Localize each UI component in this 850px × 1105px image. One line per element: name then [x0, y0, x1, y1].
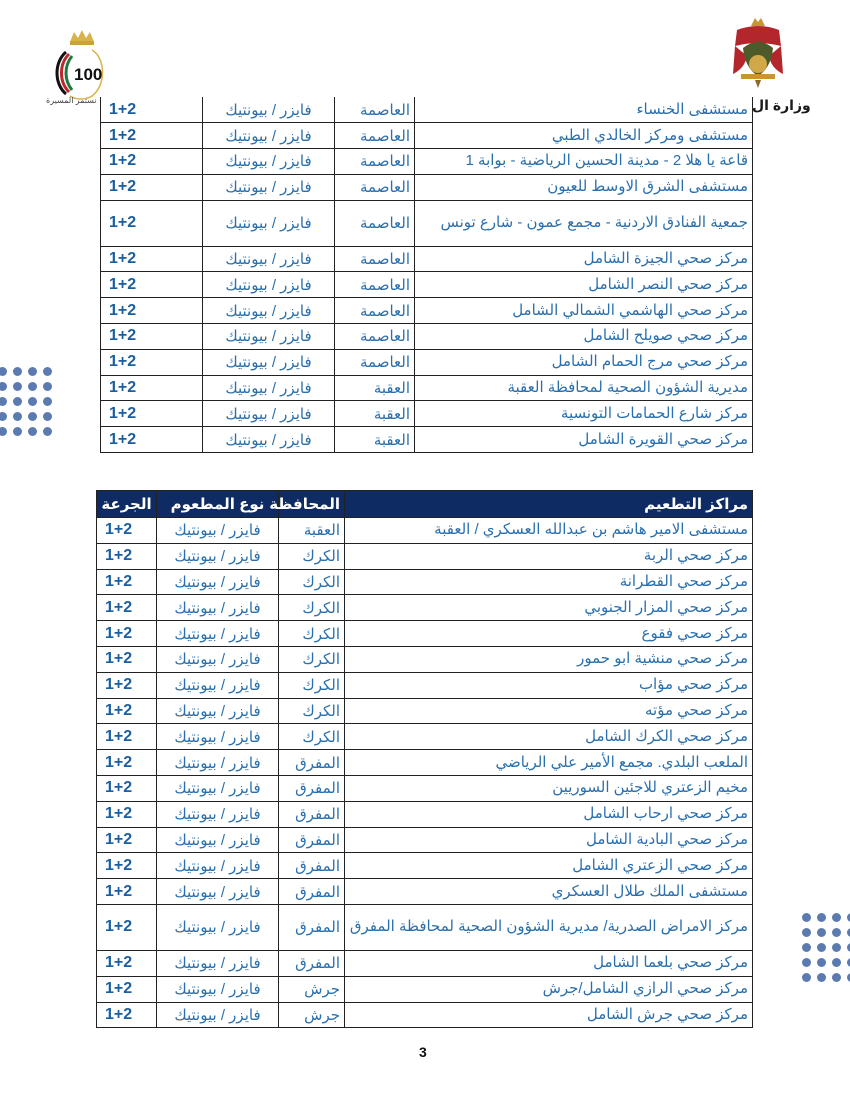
table-row: [97, 595, 753, 621]
governorate-cell: المفرق: [279, 879, 345, 905]
dose-cell: 1+2: [101, 349, 203, 375]
table-row: [101, 149, 753, 175]
center-name-cell: مستشفى الملك طلال العسكري: [345, 879, 753, 905]
governorate-cell: العاصمة: [335, 200, 415, 246]
center-name-cell: مركز صحي الهاشمي الشمالي الشامل: [415, 298, 753, 324]
governorate-cell: المفرق: [279, 775, 345, 801]
table-row: [97, 672, 753, 698]
table-row: [101, 200, 753, 246]
vaccine-type-cell: فايزر / بيونتيك: [203, 324, 335, 350]
vaccine-type-cell: فايزر / بيونتيك: [157, 879, 279, 905]
vaccine-type-cell: فايزر / بيونتيك: [157, 672, 279, 698]
table-row: [101, 246, 753, 272]
table-row: [97, 518, 753, 544]
vaccine-type-cell: فايزر / بيونتيك: [157, 646, 279, 672]
dose-cell: 1+2: [101, 375, 203, 401]
dose-cell: 1+2: [97, 775, 157, 801]
vaccine-type-cell: فايزر / بيونتيك: [157, 595, 279, 621]
table2-body: [97, 518, 753, 1028]
table-row: [97, 698, 753, 724]
center-name-cell: مستشفى الخنساء: [415, 97, 753, 123]
governorate-cell: الكرك: [279, 569, 345, 595]
table-row: [101, 427, 753, 453]
center-name-cell: مركز صحي منشية ابو حمور: [345, 646, 753, 672]
table-header-row: [97, 491, 753, 518]
table-row: [97, 750, 753, 776]
center-name-cell: مركز صحي الكرك الشامل: [345, 724, 753, 750]
dose-cell: 1+2: [101, 200, 203, 246]
jordan-coat-of-arms-logo: [727, 16, 789, 94]
governorate-cell: العاصمة: [335, 298, 415, 324]
table-row: [101, 401, 753, 427]
dose-cell: 1+2: [97, 569, 157, 595]
dose-cell: 1+2: [101, 174, 203, 200]
governorate-cell: المفرق: [279, 827, 345, 853]
dose-cell: 1+2: [97, 672, 157, 698]
dose-cell: 1+2: [101, 123, 203, 149]
vaccine-type-cell: فايزر / بيونتيك: [203, 427, 335, 453]
vaccine-type-cell: فايزر / بيونتيك: [203, 246, 335, 272]
center-name-cell: مركز صحي ارحاب الشامل: [345, 801, 753, 827]
vaccination-centers-table: [96, 490, 753, 1028]
center-name-cell: مستشفى الشرق الاوسط للعيون: [415, 174, 753, 200]
governorate-cell: المفرق: [279, 750, 345, 776]
center-name-cell: جمعية الفنادق الاردنية - مجمع عمون - شارع تونس: [415, 200, 753, 246]
vaccine-type-cell: فايزر / بيونتيك: [157, 801, 279, 827]
vaccine-type-cell: فايزر / بيونتيك: [203, 123, 335, 149]
table-row: [97, 621, 753, 647]
governorate-cell: العاصمة: [335, 246, 415, 272]
table-row: [101, 174, 753, 200]
vaccine-type-cell: فايزر / بيونتيك: [203, 200, 335, 246]
vaccine-type-cell: فايزر / بيونتيك: [157, 827, 279, 853]
table-row: [97, 801, 753, 827]
dose-cell: 1+2: [97, 879, 157, 905]
centenary-100-icon: [48, 28, 112, 106]
dose-cell: 1+2: [97, 1002, 157, 1028]
dose-cell: 1+2: [101, 149, 203, 175]
table-row: [97, 1002, 753, 1028]
dose-cell: 1+2: [101, 246, 203, 272]
vaccine-type-cell: فايزر / بيونتيك: [157, 853, 279, 879]
table-row: [97, 879, 753, 905]
dose-cell: 1+2: [97, 750, 157, 776]
vaccine-type-cell: فايزر / بيونتيك: [157, 950, 279, 976]
governorate-cell: العقبة: [335, 375, 415, 401]
center-name-cell: مركز صحي الجيزة الشامل: [415, 246, 753, 272]
table-row: [101, 375, 753, 401]
vaccine-type-cell: فايزر / بيونتيك: [157, 621, 279, 647]
vaccine-type-cell: فايزر / بيونتيك: [203, 272, 335, 298]
tagline: نستمر المسيرة: [46, 96, 97, 105]
table-row: [97, 543, 753, 569]
center-name-cell: مركز شارع الحمامات التونسية: [415, 401, 753, 427]
center-name-cell: مديرية الشؤون الصحية لمحافظة العقبة: [415, 375, 753, 401]
governorate-cell: العقبة: [279, 518, 345, 544]
governorate-cell: العاصمة: [335, 324, 415, 350]
header-dose: الجرعة: [97, 491, 157, 518]
dose-cell: 1+2: [101, 427, 203, 453]
dose-cell: 1+2: [101, 298, 203, 324]
vaccine-type-cell: فايزر / بيونتيك: [203, 349, 335, 375]
header-governorate: المحافظة: [279, 491, 345, 518]
dose-cell: 1+2: [97, 595, 157, 621]
vaccine-type-cell: فايزر / بيونتيك: [203, 401, 335, 427]
center-name-cell: مركز صحي مؤته: [345, 698, 753, 724]
dose-cell: 1+2: [97, 853, 157, 879]
governorate-cell: جرش: [279, 976, 345, 1002]
dose-cell: 1+2: [101, 97, 203, 123]
governorate-cell: الكرك: [279, 646, 345, 672]
center-name-cell: مركز صحي القطرانة: [345, 569, 753, 595]
governorate-cell: العاصمة: [335, 149, 415, 175]
dose-cell: 1+2: [97, 698, 157, 724]
vaccine-type-cell: فايزر / بيونتيك: [157, 976, 279, 1002]
dose-cell: 1+2: [101, 324, 203, 350]
dose-cell: 1+2: [97, 543, 157, 569]
decorative-dot-grid-left: [0, 367, 52, 436]
table-row: [97, 569, 753, 595]
center-name-cell: مركز صحي مؤاب: [345, 672, 753, 698]
dose-cell: 1+2: [101, 401, 203, 427]
vaccine-type-cell: فايزر / بيونتيك: [157, 724, 279, 750]
governorate-cell: المفرق: [279, 801, 345, 827]
vaccine-type-cell: فايزر / بيونتيك: [157, 775, 279, 801]
vaccine-type-cell: فايزر / بيونتيك: [157, 1002, 279, 1028]
table-row: [101, 123, 753, 149]
dose-cell: 1+2: [97, 724, 157, 750]
page-number: 3: [419, 1044, 427, 1060]
center-name-cell: مركز صحي مرج الحمام الشامل: [415, 349, 753, 375]
vaccine-type-cell: فايزر / بيونتيك: [157, 543, 279, 569]
governorate-cell: جرش: [279, 1002, 345, 1028]
table-row: [101, 97, 753, 123]
vaccine-type-cell: فايزر / بيونتيك: [157, 904, 279, 950]
dose-cell: 1+2: [101, 272, 203, 298]
table-row: [97, 827, 753, 853]
svg-text:100: 100: [74, 65, 103, 84]
governorate-cell: المفرق: [279, 853, 345, 879]
governorate-cell: العاصمة: [335, 123, 415, 149]
governorate-cell: الكرك: [279, 543, 345, 569]
center-name-cell: مستشفى الامير هاشم بن عبدالله العسكري / العقبة: [345, 518, 753, 544]
governorate-cell: العقبة: [335, 427, 415, 453]
vaccine-type-cell: فايزر / بيونتيك: [203, 375, 335, 401]
center-name-cell: مركز صحي النصر الشامل: [415, 272, 753, 298]
table-row: [97, 904, 753, 950]
center-name-cell: مخيم الزعتري للاجئين السوريين: [345, 775, 753, 801]
table-row: [97, 976, 753, 1002]
governorate-cell: الكرك: [279, 698, 345, 724]
ministry-label: وزارة ال: [752, 97, 811, 113]
dose-cell: 1+2: [97, 950, 157, 976]
table-row: [97, 853, 753, 879]
centenary-logo: [48, 28, 112, 106]
vaccine-type-cell: فايزر / بيونتيك: [157, 569, 279, 595]
vaccination-centers-table-continued: [100, 97, 753, 453]
header-vaccine-type: نوع المطعوم: [157, 491, 279, 518]
center-name-cell: مركز صحي صويلح الشامل: [415, 324, 753, 350]
governorate-cell: العاصمة: [335, 272, 415, 298]
governorate-cell: العقبة: [335, 401, 415, 427]
dose-cell: 1+2: [97, 976, 157, 1002]
center-name-cell: قاعة يا هلا 2 - مدينة الحسين الرياضية - بوابة 1: [415, 149, 753, 175]
table-row: [97, 646, 753, 672]
center-name-cell: مركز الامراض الصدرية/ مديرية الشؤون الصحية لمحافظة المفرق: [345, 904, 753, 950]
center-name-cell: مركز صحي الزعتري الشامل: [345, 853, 753, 879]
governorate-cell: الكرك: [279, 595, 345, 621]
vaccine-type-cell: فايزر / بيونتيك: [157, 698, 279, 724]
center-name-cell: مركز صحي بلعما الشامل: [345, 950, 753, 976]
governorate-cell: العاصمة: [335, 97, 415, 123]
governorate-cell: المفرق: [279, 950, 345, 976]
center-name-cell: مركز صحي المزار الجنوبي: [345, 595, 753, 621]
dose-cell: 1+2: [97, 518, 157, 544]
center-name-cell: مركز صحي البادية الشامل: [345, 827, 753, 853]
vaccine-type-cell: فايزر / بيونتيك: [203, 149, 335, 175]
vaccine-type-cell: فايزر / بيونتيك: [203, 97, 335, 123]
dose-cell: 1+2: [97, 646, 157, 672]
center-name-cell: مركز صحي الرازي الشامل/جرش: [345, 976, 753, 1002]
center-name-cell: مركز صحي الربة: [345, 543, 753, 569]
dose-cell: 1+2: [97, 827, 157, 853]
table-row: [101, 272, 753, 298]
center-name-cell: الملعب البلدي. مجمع الأمير علي الرياضي: [345, 750, 753, 776]
coat-of-arms-icon: [727, 16, 789, 94]
table-row: [97, 775, 753, 801]
table-row: [101, 298, 753, 324]
vaccine-type-cell: فايزر / بيونتيك: [203, 298, 335, 324]
governorate-cell: الكرك: [279, 672, 345, 698]
governorate-cell: العاصمة: [335, 174, 415, 200]
center-name-cell: مركز صحي جرش الشامل: [345, 1002, 753, 1028]
governorate-cell: المفرق: [279, 904, 345, 950]
governorate-cell: العاصمة: [335, 349, 415, 375]
table-row: [97, 724, 753, 750]
governorate-cell: الكرك: [279, 621, 345, 647]
dose-cell: 1+2: [97, 904, 157, 950]
table-row: [101, 324, 753, 350]
vaccine-type-cell: فايزر / بيونتيك: [203, 174, 335, 200]
table1-body: [101, 97, 753, 453]
table-row: [97, 950, 753, 976]
center-name-cell: مركز صحي فقوع: [345, 621, 753, 647]
table-row: [101, 349, 753, 375]
dose-cell: 1+2: [97, 621, 157, 647]
governorate-cell: الكرك: [279, 724, 345, 750]
header-center: مراكز التطعيم: [345, 491, 753, 518]
vaccine-type-cell: فايزر / بيونتيك: [157, 518, 279, 544]
dose-cell: 1+2: [97, 801, 157, 827]
center-name-cell: مستشفى ومركز الخالدي الطبي: [415, 123, 753, 149]
decorative-dot-grid-right: [802, 913, 850, 982]
vaccine-type-cell: فايزر / بيونتيك: [157, 750, 279, 776]
center-name-cell: مركز صحي القويرة الشامل: [415, 427, 753, 453]
